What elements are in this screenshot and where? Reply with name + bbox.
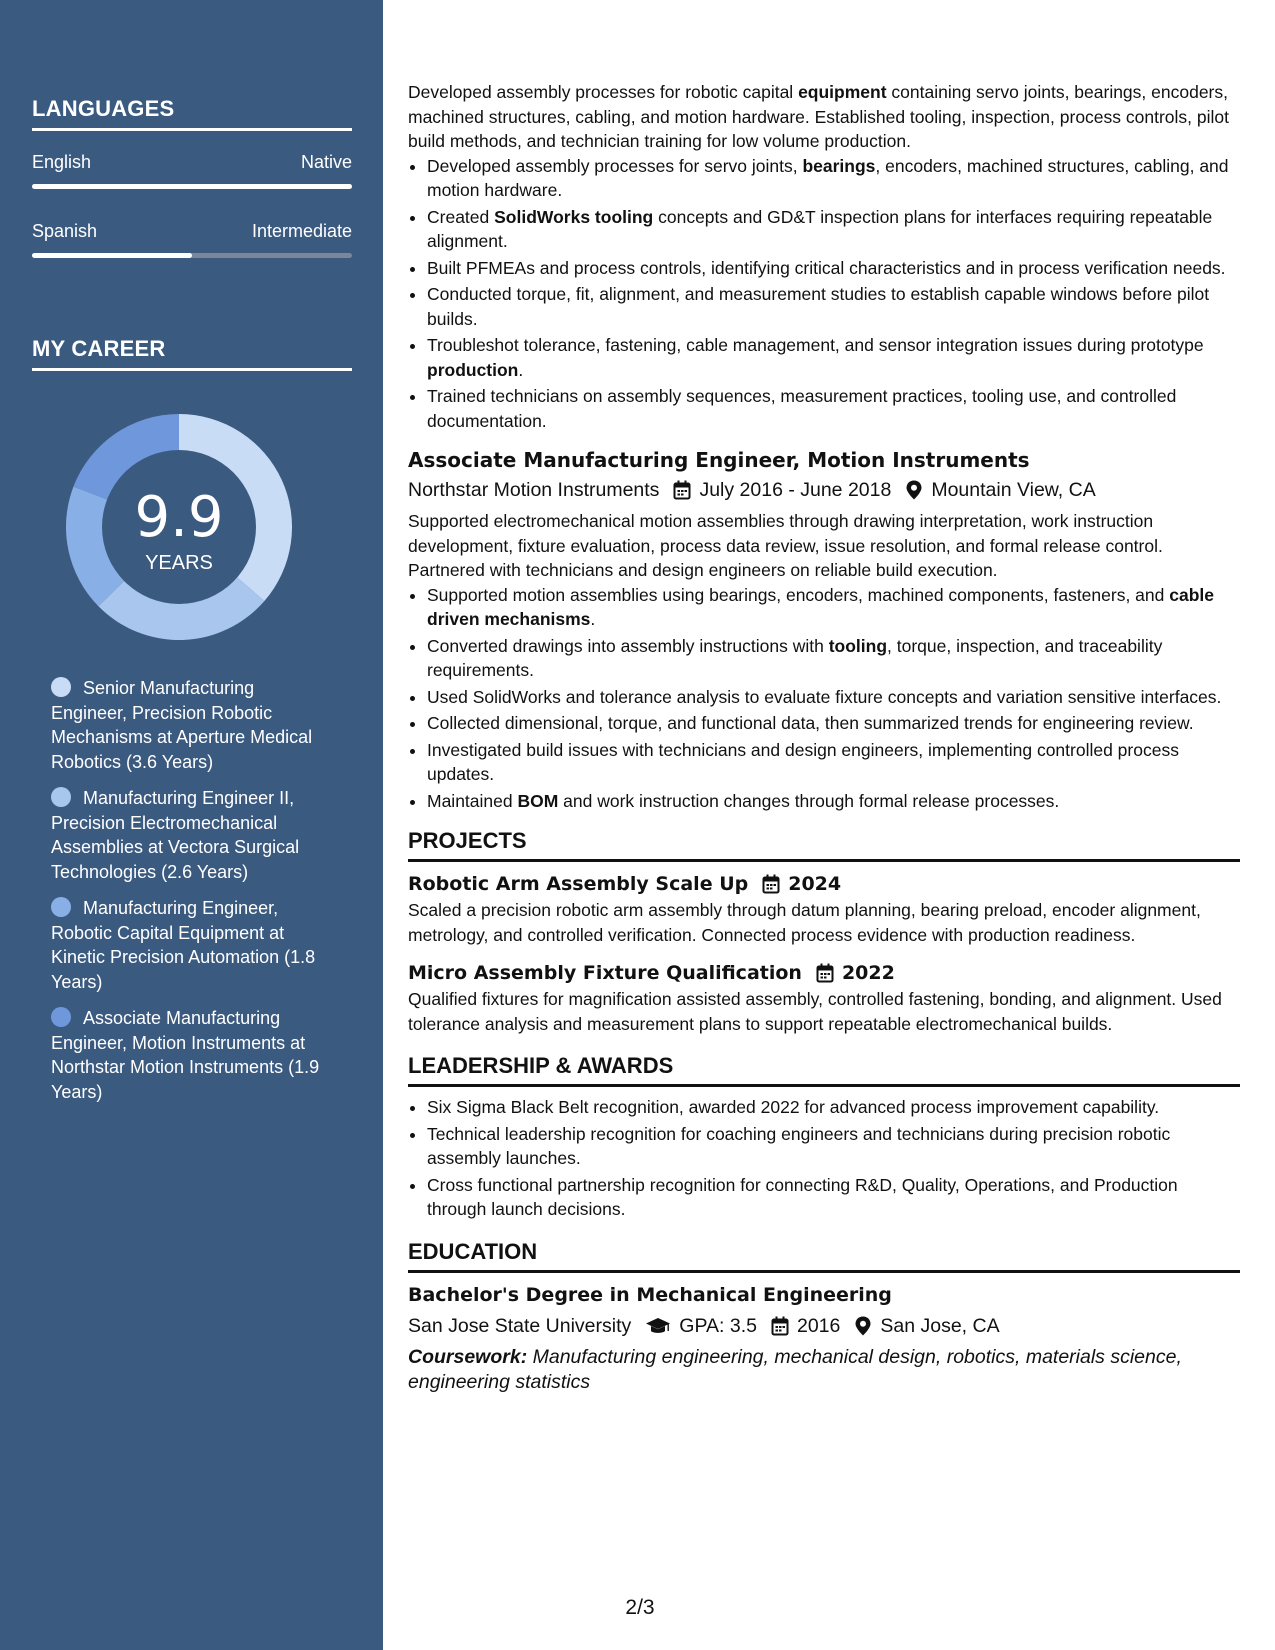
- bullet-item: • Supported motion assemblies using bearings, encoders, machined components, fasteners, and cable driven mechanisms.: [427, 583, 1240, 632]
- career-total-unit: YEARS: [145, 552, 213, 574]
- main-content: [408, 80, 1240, 1395]
- language-level: Native: [300, 152, 352, 172]
- project-year: 2024: [788, 873, 842, 895]
- education-location: San Jose, CA: [880, 1314, 1000, 1337]
- career-total-value: 9.9: [134, 485, 224, 550]
- career-item-text: Associate Manufacturing Engineer, Motion Instruments at Northstar Motion Instruments (1.9 Years): [51, 1008, 320, 1102]
- leadership-item: • Six Sigma Black Belt recognition, awarded 2022 for advanced process improvement capability.: [427, 1095, 1240, 1120]
- location-pin-icon: [905, 480, 923, 500]
- career-item: [51, 786, 331, 884]
- legend-dot-icon: [51, 677, 71, 697]
- bullet-item: • Trained technicians on assembly sequences, measurement practices, tooling use, and controlled documentation.: [427, 384, 1240, 433]
- education-meta: [408, 1311, 1240, 1341]
- bullet-item: • Collected dimensional, torque, and functional data, then summarized trends for engineering review.: [427, 711, 1240, 736]
- languages-heading: LANGUAGES: [32, 96, 352, 131]
- career-item-text: Manufacturing Engineer, Robotic Capital Equipment at Kinetic Precision Automation (1.8 Years): [51, 898, 316, 992]
- job-summary: Supported electromechanical motion assemblies through drawing interpretation, work instruction development, fixture evaluation, process data review, issue resolution, and formal release control. Partnered with technicians and design engineers on reliable build execution.: [408, 511, 1163, 580]
- school-name: San Jose State University: [408, 1314, 632, 1337]
- legend-dot-icon: [51, 897, 71, 917]
- project-description: Scaled a precision robotic arm assembly through datum planning, bearing preload, encoder alignment, metrology, and controlled verification. Connected process evidence with production readiness.: [408, 900, 1201, 945]
- job-location: Mountain View, CA: [931, 479, 1096, 501]
- job-company: Northstar Motion Instruments: [408, 479, 660, 501]
- bullet-item: • Used SolidWorks and tolerance analysis to evaluate fixture concepts and variation sensitive interfaces.: [427, 685, 1240, 710]
- coursework-text: Manufacturing engineering, mechanical design, robotics, materials science, engineering statistics: [408, 1345, 1182, 1393]
- career-item-text: Senior Manufacturing Engineer, Precision Robotic Mechanisms at Aperture Medical Robotics (3.6 Years): [51, 678, 313, 772]
- language-bar-english: [32, 184, 352, 189]
- language-bar-spanish: [32, 253, 352, 258]
- calendar-icon: [762, 874, 780, 894]
- language-row-spanish: [32, 221, 352, 242]
- language-fill: [32, 253, 192, 258]
- leadership-heading: LEADERSHIP & AWARDS: [408, 1052, 1240, 1087]
- bullet-item: • Conducted torque, fit, alignment, and measurement studies to establish capable windows before pilot builds.: [427, 282, 1240, 331]
- calendar-icon: [771, 1316, 789, 1336]
- graduation-cap-icon: [645, 1316, 671, 1336]
- sidebar: [0, 0, 383, 1650]
- career-list: [51, 676, 331, 1116]
- bullet-item: • Converted drawings into assembly instructions with tooling, torque, inspection, and traceability requirements.: [427, 634, 1240, 683]
- project-title: Micro Assembly Fixture Qualification: [408, 962, 802, 984]
- coursework-label: Coursework:: [408, 1345, 528, 1368]
- bullet-item: • Developed assembly processes for servo joints, bearings, encoders, machined structures, cabling, and motion hardware.: [427, 154, 1240, 203]
- language-level: Intermediate: [251, 221, 352, 241]
- coursework: [408, 1345, 1240, 1395]
- project-title-row: [408, 870, 1240, 898]
- project-description: Qualified fixtures for magnification assisted assembly, controlled fastening, bonding, and alignment. Used tolerance analysis and measurement plans to support repeatable electromechanical builds.: [408, 989, 1222, 1034]
- career-heading: MY CAREER: [32, 336, 352, 371]
- job-dates: July 2016 - June 2018: [699, 479, 892, 501]
- bullet-item: • Maintained BOM and work instruction changes through formal release processes.: [427, 789, 1240, 814]
- career-item: [51, 676, 331, 774]
- calendar-icon: [816, 963, 834, 983]
- job-meta: [408, 475, 1240, 505]
- calendar-icon: [673, 480, 691, 500]
- job-bullets: [408, 583, 1240, 814]
- leadership-list: [408, 1095, 1240, 1222]
- language-name: Spanish: [32, 221, 98, 241]
- bullet-item: • Created SolidWorks tooling concepts and GD&T inspection plans for interfaces requiring repeatable alignment.: [427, 205, 1240, 254]
- project-title-row: [408, 959, 1240, 987]
- project-title: Robotic Arm Assembly Scale Up: [408, 873, 749, 895]
- language-name: English: [32, 152, 92, 172]
- education-heading: EDUCATION: [408, 1238, 1240, 1273]
- bullet-item: • Troubleshot tolerance, fastening, cable management, and sensor integration issues during prototype production.: [427, 333, 1240, 382]
- career-donut-chart: [66, 414, 292, 640]
- leadership-item: • Technical leadership recognition for coaching engineers and technicians during precision robotic assembly launches.: [427, 1122, 1240, 1171]
- previous-job-summary: Developed assembly processes for robotic capital equipment containing servo joints, bearings, encoders, machined structures, cabling, and motion hardware. Established tooling, inspection, process controls, pilot build methods, and technician training for low volume production.: [408, 82, 1229, 151]
- location-pin-icon: [854, 1316, 872, 1336]
- job-title: Associate Manufacturing Engineer, Motion Instruments: [408, 448, 1030, 472]
- bullet-item: • Built PFMEAs and process controls, identifying critical characteristics and in process verification needs.: [427, 256, 1240, 281]
- career-item: [51, 896, 331, 994]
- career-item-text: Manufacturing Engineer II, Precision Electromechanical Assemblies at Vectora Surgical Technologies (2.6 Years): [51, 788, 300, 882]
- graduation-year: 2016: [796, 1314, 841, 1337]
- project-year: 2022: [841, 962, 895, 984]
- bullet-item: • Investigated build issues with technicians and design engineers, implementing controlled process updates.: [427, 738, 1240, 787]
- legend-dot-icon: [51, 787, 71, 807]
- previous-job-bullets: [408, 154, 1240, 434]
- degree-title: Bachelor's Degree in Mechanical Engineering: [408, 1283, 892, 1306]
- legend-dot-icon: [51, 1007, 71, 1027]
- gpa: GPA: 3.5: [679, 1314, 757, 1337]
- career-item: [51, 1006, 331, 1104]
- projects-heading: PROJECTS: [408, 827, 1240, 862]
- page-number: 2/3: [625, 1596, 655, 1619]
- leadership-item: • Cross functional partnership recognition for connecting R&D, Quality, Operations, and Production through launch decisions.: [427, 1173, 1240, 1222]
- language-row-english: [32, 152, 352, 173]
- language-fill: [32, 184, 352, 189]
